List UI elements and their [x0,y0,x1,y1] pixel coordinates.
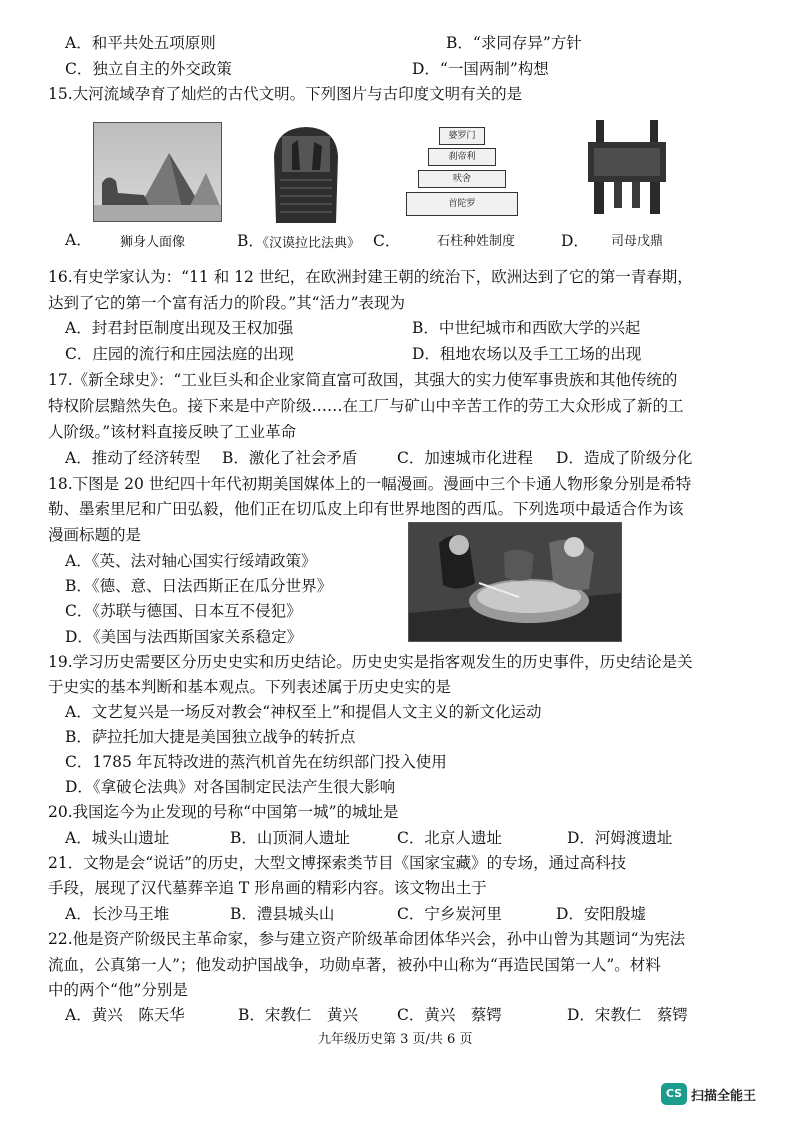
hammurabi-stele-image [270,126,342,223]
simuwu-ding-image [584,118,670,216]
q18-option-a: A．《英、法对轴心国实行绥靖政策》 [65,552,317,570]
q16-option-c: C．庄园的流行和庄园法庭的出现 [65,345,294,363]
q14-option-a: A．和平共处五项原则 [65,34,216,52]
q19-option-a: A．文艺复兴是一场反对教会“神权至上”和提倡人文主义的新文化运动 [65,703,542,721]
page-footer: 九年级历史第 3 页/共 6 页 [318,1032,473,1047]
q18-stem-line1: 18.下图是 20 世纪四十年代初期美国媒体上的一幅漫画。漫画中三个卡通人物形象分别是希特 [48,475,692,493]
q18-option-b: B．《德、意、日法西斯正在瓜分世界》 [65,577,333,595]
q14-option-b: B．“求同存异”方针 [446,34,582,52]
q19-option-c: C．1785 年瓦特改进的蒸汽机首先在纺织部门投入使用 [65,753,447,771]
q15-stem: 15.大河流域孕育了灿烂的古代文明。下列图片与古印度文明有关的是 [48,85,523,103]
q17-stem-line1: 17.《新全球史》：“工业巨头和企业家简直富可敌国，其强大的实力使军事贵族和其他传统的 [48,371,678,389]
q18-option-c: C．《苏联与德国、日本互不侵犯》 [65,602,302,620]
q19-option-b: B．萨拉托加大捷是美国独立战争的转折点 [65,728,356,746]
q19-stem-line1: 19.学习历史需要区分历史史实和历史结论。历史史实是指客观发生的历史事件，历史结论是关 [48,653,693,671]
q17-option-c: C．加速城市化进程 [397,449,533,467]
q20-option-d: D．河姆渡遗址 [567,829,673,847]
scanner-badge [661,1083,756,1105]
q15-b-caption: 《汉谟拉比法典》 [256,236,361,251]
q16-option-a: A．封君封臣制度出现及王权加强 [65,319,294,337]
q22-option-d: D．宋教仁 蔡锷 [567,1006,688,1024]
cartoon-image [408,522,622,642]
q16-stem-line2: 达到了它的第一个富有活力的阶段。”其“活力”表现为 [48,294,406,312]
q17-stem-line3: 人阶级。”该材料直接反映了工业革命 [48,423,297,441]
q22-stem-line1: 22.他是资产阶级民主革命家，参与建立资产阶级革命团体华兴会，孙中山曾为其题词“为宪法 [48,930,686,948]
q21-stem-line1: 21．文物是会“说话”的历史，大型文博探索类节目《国家宝藏》的专场，通过高科技 [48,854,627,872]
q20-option-a: A．城头山遗址 [65,829,170,847]
q16-option-d: D．租地农场以及手工工场的出现 [412,345,642,363]
q17-stem-line2: 特权阶层黯然失色。接下来是中产阶级……在工厂与矿山中辛苦工作的劳工大众形成了新的工 [48,397,684,415]
q19-stem-line2: 于史实的基本判断和基本观点。下列表述属于历史史实的是 [48,678,452,696]
scanner-badge-text: 扫描全能王 [691,1088,757,1104]
q18-stem-line2: 勒、墨索里尼和广田弘毅，他们正在切瓜皮上印有世界地图的西瓜。下列选项中最适合作为该 [48,500,684,518]
q21-stem-line2: 手段，展现了汉代墓葬辛追 T 形帛画的精彩内容。该文物出土于 [48,879,487,897]
q19-option-d: D．《拿破仑法典》对各国制定民法产生很大影响 [65,778,396,796]
caste-level-2: 刹帝利 [428,148,496,166]
q20-option-c: C．北京人遗址 [397,829,502,847]
caste-level-4: 首陀罗 [406,192,518,216]
q20-option-b: B．山顶洞人遗址 [230,829,350,847]
caste-level-3: 吠舍 [418,170,506,188]
q16-stem-line1: 16.有史学家认为：“11 和 12 世纪，在欧洲封建王朝的统治下，欧洲达到了它的第一青春期， [48,268,693,286]
q16-option-b: B．中世纪城市和西欧大学的兴起 [412,319,641,337]
q15-c-caption: 石柱种姓制度 [437,234,516,249]
q22-stem-line2: 流血，公真第一人”；他发动护国战争，功勋卓著，被孙中山称为“再造民国第一人”。材料 [48,956,661,974]
q14-option-c: C．独立自主的外交政策 [65,60,232,78]
q22-option-a: A．黄兴 陈天华 [65,1006,185,1024]
q15-a-caption: 狮身人面像 [120,235,186,250]
q17-option-d: D．造成了阶级分化 [556,449,693,467]
q22-option-c: C．黄兴 蔡锷 [397,1006,502,1024]
q15-a-label: A． [65,231,92,249]
q20-stem: 20.我国迄今为止发现的号称“中国第一城”的城址是 [48,803,399,821]
q22-stem-line3: 中的两个“他”分别是 [48,981,188,999]
q21-option-d: D．安阳殷墟 [556,905,646,923]
q21-option-a: A．长沙马王堆 [65,905,170,923]
q21-option-b: B．澧县城头山 [230,905,335,923]
q18-stem-line3: 漫画标题的是 [48,526,142,544]
q18-option-d: D．《美国与法西斯国家关系稳定》 [65,628,303,646]
q17-option-a: A．推动了经济转型 [65,449,201,467]
q15-d-label: D． [561,232,589,250]
q14-option-d: D．“一国两制”构想 [412,60,549,78]
q15-d-caption: 司母戊鼎 [611,234,664,249]
q17-option-b: B．激化了社会矛盾 [222,449,358,467]
q15-b-label: B． [237,232,264,250]
q22-option-b: B．宋教仁 黄兴 [238,1006,358,1024]
q21-option-c: C．宁乡炭河里 [397,905,502,923]
caste-level-1: 婆罗门 [439,127,485,145]
q15-c-label: C． [373,232,401,250]
camscanner-logo-icon: CS [661,1083,687,1105]
sphinx-image [93,122,222,222]
